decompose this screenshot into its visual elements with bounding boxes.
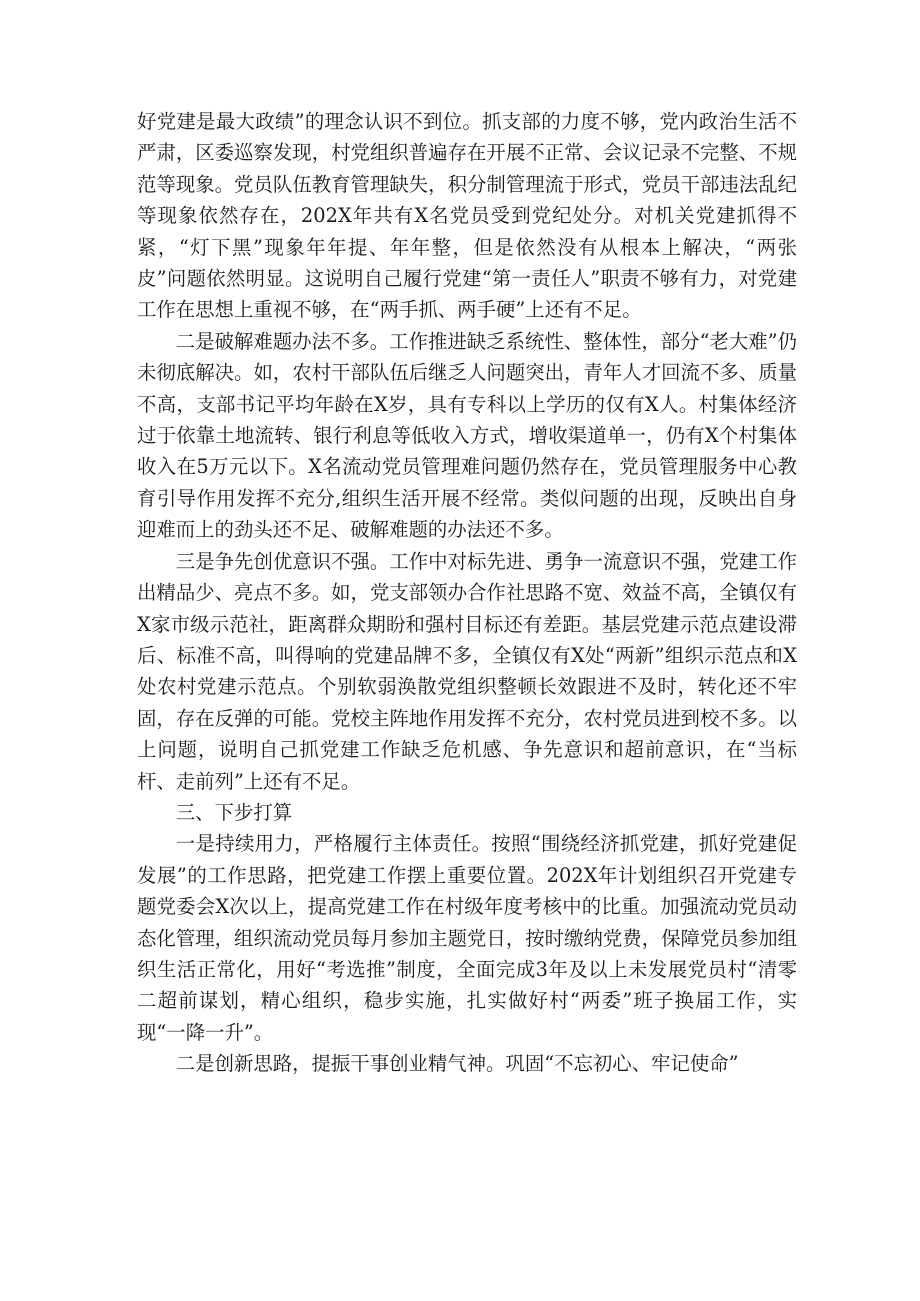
paragraph-excellence-awareness: 三是争先创优意识不强。工作中对标先进、勇争一流意识不强，党建工作出精品少、亮点不多。如，党支部领办合作社思路不宽、效益不高，全镇仅有X家市级示范社，距离群众期盼和强村目标还有差距。基层党建示范点建设滞后、标准不高，叫得响的党建品牌不多，全镇仅有X处“两新”组织示范点和X处农村党建示范点。个别软弱涣散党组织整顿长效跟进不及时，转化还不牢固，存在反弹的可能。党校主阵地作用发挥不充分，农村党员进到校不多。以上问题，说明自己抓党建工作缺乏危机感、争先意识和超前意识，在“当标杆、走前列”上还有不足。 <box>137 549 797 793</box>
paragraph-main-responsibility: 一是持续用力，严格履行主体责任。按照“围绕经济抓党建，抓好党建促发展”的工作思路，把党建工作摆上重要位置。202X年计划组织召开党建专题党委会X次以上，提高党建工作在村级年度考核中的比重。加强流动党员动态化管理，组织流动党员每月参加主题党日，按时缴纳党费，保障党员参加组织生活正常化，用好“考选推”制度，全面完成3年及以上未发展党员村“清零二超前谋划，精心组织，稳步实施，扎实做好村“两委”班子换届工作，实现“一降一升”。 <box>137 832 797 1044</box>
section-heading-next-steps: 三、下步打算 <box>175 800 293 824</box>
document-page <box>137 106 797 1080</box>
paragraph-party-building-awareness: 好党建是最大政绩”的理念认识不到位。抓支部的力度不够，党内政治生活不严肃，区委巡察发现，村党组织普遍存在开展不正常、会议记录不完整、不规范等现象。党员队伍教育管理缺失，积分制管理流于形式，党员干部违法乱纪等现象依然存在，202X年共有X名党员受到党纪处分。对机关党建抓得不紧，“灯下黑”现象年年提、年年整，但是依然没有从根本上解决，“两张皮”问题依然明显。这说明自己履行党建“第一责任人”职责不够有力，对党建工作在思想上重视不够，在“两手抓、两手硬”上还有不足。 <box>137 110 797 322</box>
paragraph-problem-solving: 二是破解难题办法不多。工作推进缺乏系统性、整体性，部分“老大难”仍未彻底解决。如，农村干部队伍后继乏人问题突出，青年人才回流不多、质量不高，支部书记平均年龄在X岁，具有专科以上学历的仅有X人。村集体经济过于依靠土地流转、银行利息等低收入方式，增收渠道单一，仍有X个村集体收入在5万元以下。X名流动党员管理难问题仍然存在，党员管理服务中心教育引导作用发挥不充分,组织生活开展不经常。类似问题的出现，反映出自身迎难而上的劲头还不足、破解难题的办法还不多。 <box>137 329 797 542</box>
paragraph-innovative-thinking: 二是创新思路，提振干事创业精气神。巩固“不忘初心、牢记使命” <box>175 1052 739 1076</box>
